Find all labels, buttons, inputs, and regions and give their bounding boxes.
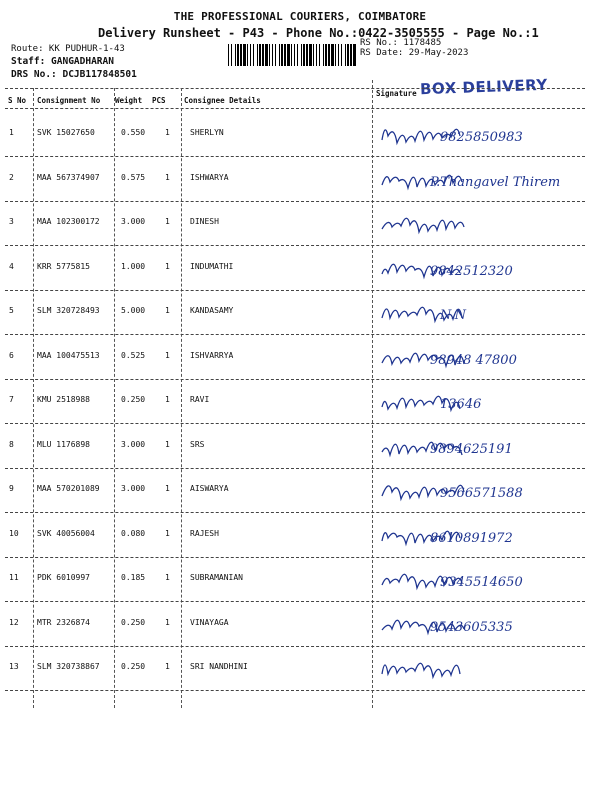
row-consignment-no: KMU 2518988 [37, 395, 90, 404]
row-sno: 4 [9, 261, 14, 271]
row-consignee: ISHWARYA [190, 172, 229, 182]
row-rule [5, 557, 585, 558]
row-consignment-no: SLM 320728493 [37, 306, 100, 315]
row-consignment-no: MLU 1176898 [37, 439, 90, 449]
row-consignee: SRS [190, 439, 205, 449]
signature-cell [370, 161, 600, 201]
row-pcs: 1 [165, 528, 170, 538]
col-consignee: Consignee Details [184, 96, 261, 105]
handwritten-signature [380, 294, 490, 330]
col-divider [181, 88, 182, 708]
row-weight: 3.000 [121, 484, 146, 493]
col-consignment: Consignment No [37, 96, 101, 105]
row-pcs: 1 [165, 573, 170, 582]
row-consignment-no: SVK 40056004 [37, 528, 95, 538]
signature-phone-text: 8610891972 [430, 530, 513, 546]
signature-phone-text: 9842512320 [430, 263, 513, 279]
row-rule [5, 379, 585, 380]
row-pcs: 1 [165, 128, 170, 137]
signature-cell [370, 650, 600, 690]
row-consignee: AISWARYA [190, 484, 229, 493]
row-rule [5, 601, 585, 602]
col-weight: Weight [115, 96, 143, 105]
row-consignment-no: MAA 570201089 [37, 484, 100, 493]
row-weight: 0.550 [121, 128, 146, 137]
row-consignee: RAVI [190, 395, 210, 404]
col-signature: Signature [376, 89, 417, 98]
row-pcs: 1 [165, 617, 170, 627]
signature-phone-text: 9566571588 [440, 486, 523, 501]
row-sno: 6 [9, 350, 14, 360]
signature-phone-text: 9543605335 [430, 619, 513, 635]
header-rule [5, 108, 585, 109]
row-sno: 3 [9, 217, 14, 226]
row-rule [5, 423, 585, 424]
signature-phone-text: 13646 [440, 397, 482, 412]
row-rule [5, 156, 585, 157]
signature-cell [370, 561, 600, 601]
signature-cell [370, 205, 600, 245]
company-title: THE PROFESSIONAL COURIERS, COIMBATORE [173, 10, 427, 23]
row-weight: 0.080 [121, 528, 146, 538]
row-pcs: 1 [165, 306, 170, 315]
row-pcs: 1 [165, 395, 170, 404]
signature-phone-text: 9345514650 [440, 575, 523, 590]
signature-phone-text: P.Thangavel Thirem [430, 174, 561, 190]
runsheet-title: Delivery Runsheet - P43 - Phone No.:0422-3505555 - Page No.:1 [98, 26, 539, 40]
row-rule [5, 245, 585, 246]
signature-cell [370, 339, 600, 379]
row-consignment-no: MAA 102300172 [37, 217, 100, 226]
row-weight: 1.000 [121, 261, 146, 271]
rs-date: RS Date: 29-May-2023 [360, 48, 469, 58]
col-sno: S No [8, 96, 27, 105]
signature-phone-text: 9825850983 [440, 130, 523, 145]
row-rule [5, 690, 585, 691]
row-consignee: KANDASAMY [190, 306, 234, 315]
row-rule [5, 290, 585, 291]
row-sno: 12 [9, 617, 19, 627]
row-rule [5, 334, 585, 335]
row-pcs: 1 [165, 261, 170, 271]
row-consignment-no: PDK 6010997 [37, 573, 90, 582]
col-pcs: PCS [152, 96, 166, 105]
row-pcs: 1 [165, 484, 170, 493]
row-consignee: SHERLYN [190, 128, 224, 137]
row-weight: 3.000 [121, 439, 146, 449]
row-sno: 11 [9, 573, 19, 582]
row-consignee: DINESH [190, 217, 219, 226]
row-rule [5, 468, 585, 469]
row-sno: 7 [9, 395, 14, 404]
row-sno: 8 [9, 439, 14, 449]
signature-cell [370, 428, 600, 468]
row-rule [5, 646, 585, 647]
signature-cell [370, 294, 600, 334]
signature-phone-text: 9894625191 [430, 441, 513, 457]
row-pcs: 1 [165, 172, 170, 182]
handwritten-signature [380, 205, 490, 241]
row-consignment-no: SLM 320738867 [37, 662, 100, 671]
row-consignee: INDUMATHI [190, 261, 234, 271]
signature-cell [370, 517, 600, 557]
signature-phone-text: N.N [440, 308, 467, 323]
row-sno: 5 [9, 306, 14, 315]
col-divider [33, 88, 34, 708]
row-sno: 1 [9, 128, 14, 137]
row-sno: 10 [9, 528, 19, 538]
row-weight: 0.575 [121, 172, 146, 182]
handwritten-signature [380, 650, 490, 686]
signature-cell [370, 116, 600, 156]
row-rule [5, 512, 585, 513]
row-sno: 2 [9, 172, 14, 182]
drs-number: DRS No.: DCJB117848501 [11, 69, 137, 80]
row-consignee: RAJESH [190, 528, 219, 538]
row-consignment-no: KRR 5775815 [37, 261, 90, 271]
row-weight: 0.250 [121, 395, 146, 404]
row-pcs: 1 [165, 662, 170, 671]
signature-cell [370, 472, 600, 512]
row-weight: 0.250 [121, 617, 146, 627]
route-label: Route: KK PUDHUR-1-43 [11, 44, 125, 54]
row-rule [5, 201, 585, 202]
box-delivery-stamp: BOX DELIVERY [419, 75, 549, 99]
row-consignment-no: SVK 15027650 [37, 128, 95, 137]
row-consignee: VINAYAGA [190, 617, 229, 627]
row-sno: 9 [9, 484, 14, 493]
row-consignment-no: MAA 100475513 [37, 350, 100, 360]
row-consignment-no: MTR 2326874 [37, 617, 90, 627]
row-weight: 5.000 [121, 306, 146, 315]
rs-number: RS No.: 1178485 [360, 38, 442, 48]
row-pcs: 1 [165, 439, 170, 449]
row-pcs: 1 [165, 350, 170, 360]
row-consignment-no: MAA 567374907 [37, 172, 100, 182]
top-rule [5, 88, 585, 89]
row-weight: 3.000 [121, 217, 146, 226]
row-consignee: SUBRAMANIAN [190, 573, 243, 582]
row-pcs: 1 [165, 217, 170, 226]
row-weight: 0.525 [121, 350, 146, 360]
row-sno: 13 [9, 662, 19, 671]
row-weight: 0.250 [121, 662, 146, 671]
staff-label: Staff: GANGADHARAN [11, 56, 114, 67]
signature-cell [370, 383, 600, 423]
signature-cell [370, 250, 600, 290]
col-divider [114, 88, 115, 708]
signature-phone-text: 98948 47800 [430, 352, 517, 368]
row-weight: 0.185 [121, 573, 146, 582]
signature-cell [370, 606, 600, 646]
row-consignee: SRI NANDHINI [190, 662, 248, 671]
barcode-image [228, 44, 356, 66]
row-consignee: ISHVARRYA [190, 350, 234, 360]
